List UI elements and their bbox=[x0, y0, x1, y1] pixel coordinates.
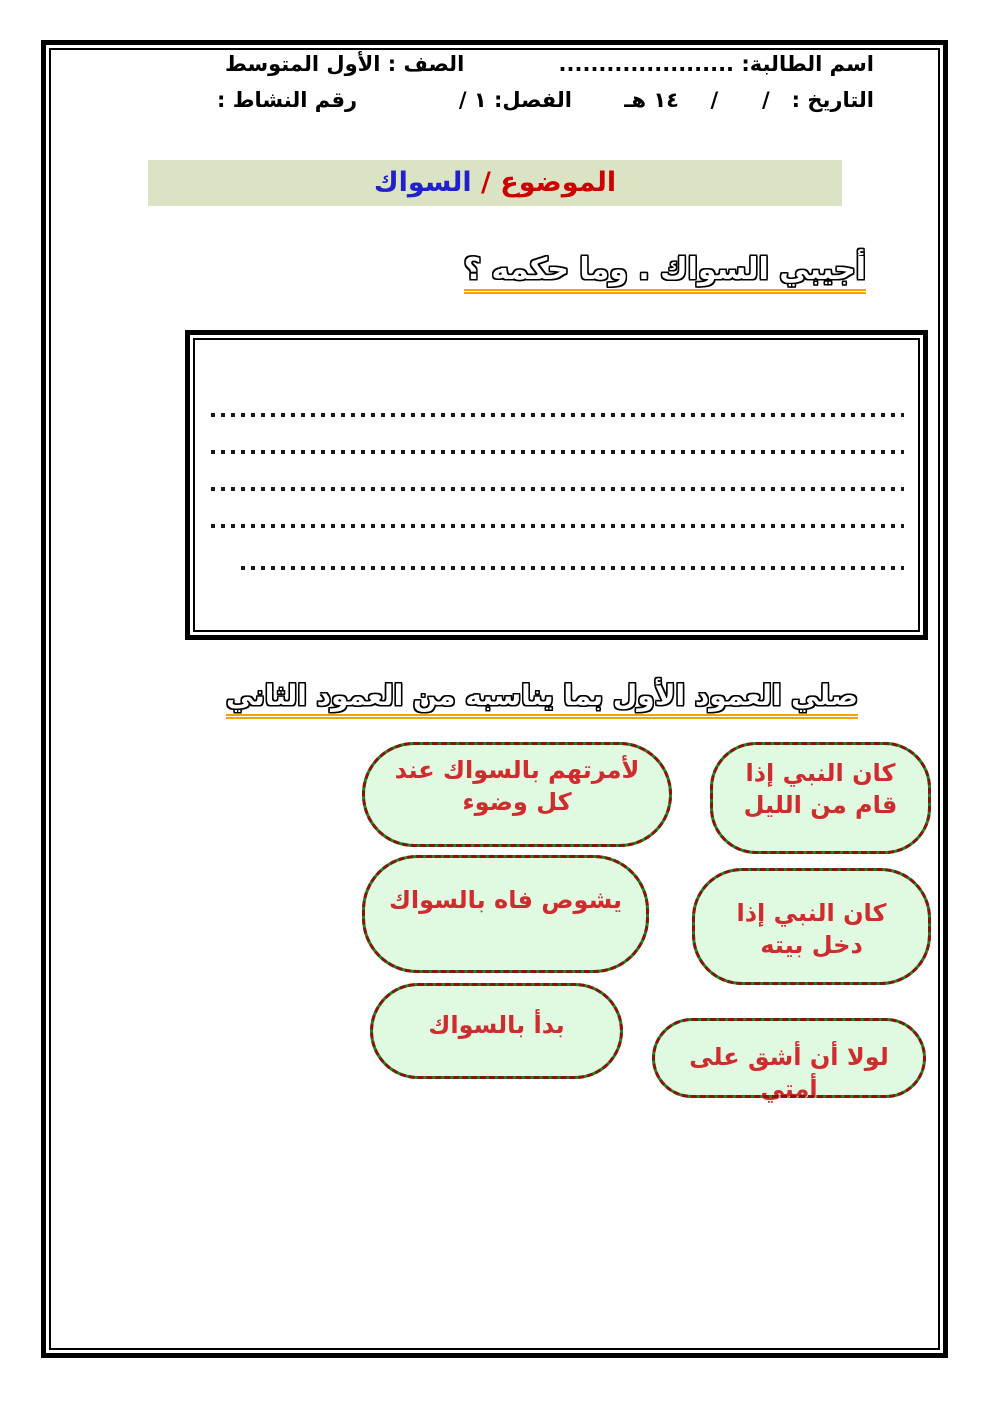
semester-label: الفصل: ١ / bbox=[458, 88, 572, 112]
match-right-item-3-text: لولا أن أشق على أمتي bbox=[689, 1043, 889, 1104]
answer-dotted-line bbox=[211, 524, 904, 528]
match-left-item-2-text: يشوص فاه بالسواك bbox=[388, 886, 623, 914]
answer-dotted-line bbox=[211, 413, 904, 417]
answer-dotted-line bbox=[211, 450, 904, 454]
date-field: التاريخ : / / bbox=[710, 88, 874, 112]
matching-heading: صلي العمود الأول بما يناسبه من العمود الثاني bbox=[226, 679, 858, 719]
activity-number-label: رقم النشاط : bbox=[217, 88, 358, 112]
topic-banner bbox=[148, 160, 842, 206]
match-left-item-1-text: لأمرتهم بالسواك عند كل وضوء bbox=[394, 756, 640, 817]
match-left-item-3-text: بدأ بالسواك bbox=[428, 1011, 565, 1039]
topic-banner-label: الموضوع / bbox=[471, 167, 617, 198]
question-heading: أجيبي السواك . وما حكمه ؟ bbox=[464, 252, 866, 294]
match-right-item-2 bbox=[692, 868, 931, 985]
match-left-item-2 bbox=[362, 855, 649, 973]
answer-box bbox=[185, 330, 928, 640]
match-right-item-1 bbox=[710, 742, 931, 854]
topic-banner-value: السواك bbox=[373, 167, 472, 198]
match-right-item-1-text: كان النبي إذا قام من الليل bbox=[743, 759, 898, 820]
hijri-year-label: ١٤ هـ bbox=[624, 88, 679, 112]
match-right-item-3 bbox=[652, 1018, 926, 1104]
match-right-item-2-text: كان النبي إذا دخل بيته bbox=[736, 899, 887, 960]
answer-dotted-line bbox=[241, 566, 904, 570]
student-name-field: اسم الطالبة: ...................... bbox=[558, 52, 874, 76]
class-label: الصف : الأول المتوسط bbox=[225, 52, 465, 76]
answer-box-inner-border bbox=[193, 338, 920, 632]
match-left-item-3 bbox=[370, 983, 623, 1079]
answer-dotted-line bbox=[211, 487, 904, 491]
match-left-item-1 bbox=[362, 742, 672, 847]
